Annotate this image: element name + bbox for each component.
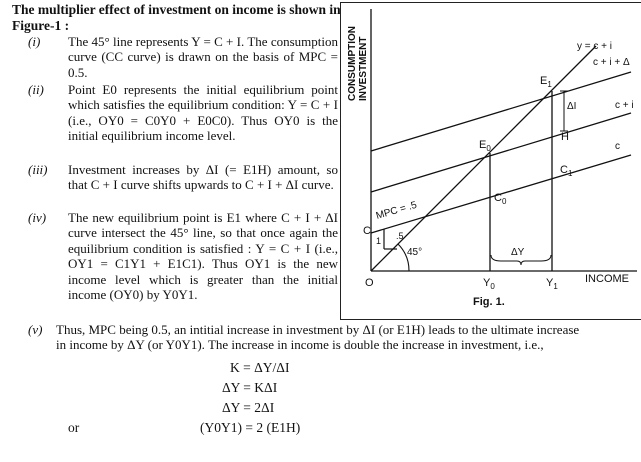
point-c1-label: $C_1$: [560, 164, 573, 178]
y-axis-label-2: INVESTMENT: [358, 36, 369, 101]
item-number: (iii): [28, 162, 48, 177]
list-item-4: [0, 210, 344, 320]
mpc-one-label: 1: [376, 236, 382, 246]
c-line-label: c: [615, 141, 620, 152]
delta-y-label: ΔY: [511, 247, 525, 258]
item-text: Investment increases by ΔI (= E1H) amount, so that C + I curve shifts upwards to C + I + ΔI curve.: [68, 162, 338, 193]
item-number: (v): [28, 322, 43, 337]
c-plus-i-plus-delta-line: [371, 72, 631, 151]
origin-label: O: [365, 277, 374, 289]
y0-tick-label: $Y_0$: [483, 277, 495, 291]
equation-2: ΔY = KΔI: [222, 380, 278, 395]
item-text-line-1: Thus, MPC being 0.5, an intitial increase in investment by ΔI (or E1H) leads to the ultimate increase: [56, 322, 580, 337]
multiplier-diagram: [341, 3, 641, 319]
list-item-1: [0, 34, 344, 80]
equation-4: (Y0Y1) = 2 (E1H): [200, 420, 301, 435]
equation-1: K = ΔY/ΔI: [230, 360, 290, 375]
point-e1-label: $E_1$: [540, 75, 552, 89]
angle-label: 45°: [407, 247, 423, 258]
item-text-line-2: in income by ΔY (or Y0Y1). The increase in income is double the increase in investment, i.e.,: [56, 337, 544, 352]
point-c-label: C: [363, 225, 371, 237]
list-item-3: [0, 162, 344, 208]
item-number: (i): [28, 34, 41, 49]
y-axis-label-1: CONSUMPTION: [347, 26, 358, 101]
delta-i-label: ΔI: [567, 101, 577, 112]
45-degree-line: [371, 46, 596, 271]
equation-3: ΔY = 2ΔI: [222, 400, 275, 415]
c-plus-i-label: c + i: [615, 100, 634, 111]
y-line-label: y = c + i: [577, 41, 613, 52]
item-number: (iv): [28, 210, 47, 225]
point-c0-label: $C_0$: [494, 192, 507, 206]
c-plus-i-line: [371, 113, 631, 192]
item-text: Point E0 represents the initial equilibrium point which satisfies the equilibrium condition: Y = C + I (i.e., OY0 = C0Y0 + E0C0). Thus OY0 is the initial equilibrium income level.: [68, 82, 338, 144]
y1-tick-label: $Y_1$: [546, 277, 558, 291]
item-text: The 45° line represents Y = C + I. The consumption curve (CC curve) is drawn on the basis of MPC = 0.5.: [68, 34, 338, 80]
item-text: The new equilibrium point is E1 where C + I + ΔI curve intersect the 45° line, so that once again the equilibrium condition is satisfied : Y = C + I (i.e., OY1 = C1Y1 + E1C1). Thus OY1 is the new income level which is greater than the initial income (OY0) by Y0Y1.: [68, 210, 338, 303]
mpc-half-label: .5: [396, 231, 404, 241]
list-item-2: [0, 82, 344, 160]
figure-caption: Fig. 1.: [473, 296, 505, 308]
c-plus-i-plus-delta-label: c + i + Δ: [593, 57, 630, 68]
section-heading: The multiplier effect of investment on income is shown in Figure-1 :: [12, 2, 341, 33]
point-h-label: H: [561, 131, 569, 143]
x-axis-label: INCOME: [585, 273, 629, 285]
or-label: or: [68, 420, 80, 435]
item-number: (ii): [28, 82, 44, 97]
point-e0-label: $E_0$: [479, 139, 491, 153]
figure-panel: [340, 2, 641, 320]
mpc-label: MPC = .5: [374, 199, 419, 222]
